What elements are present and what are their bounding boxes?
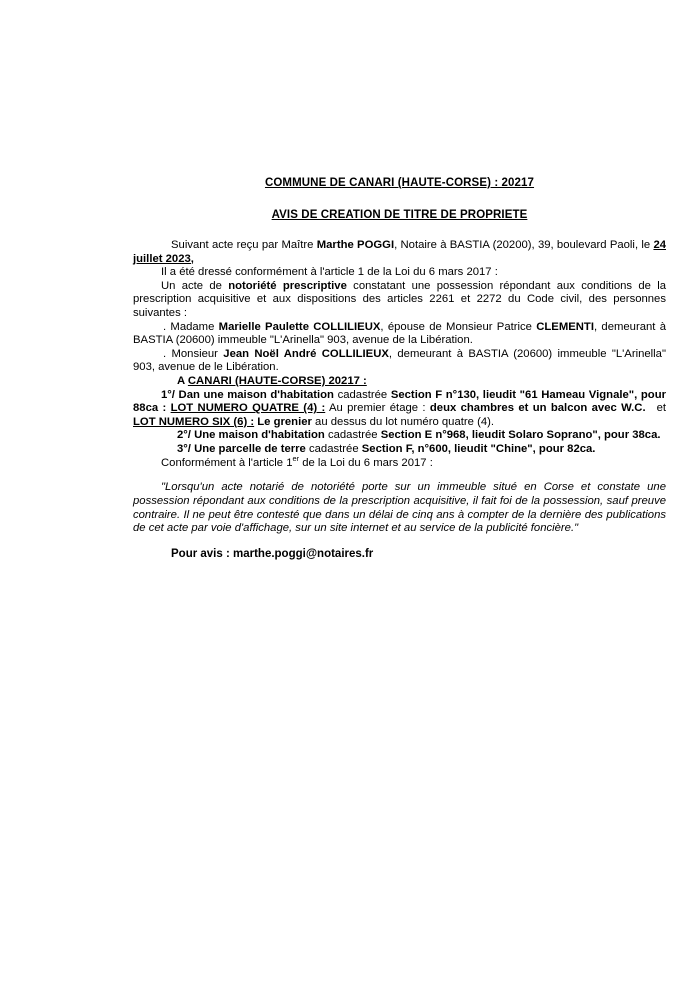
property-2-seg-a: cadastrée xyxy=(324,429,381,442)
location-heading xyxy=(133,375,666,389)
person-1-middle: , épouse de Monsieur Patrice xyxy=(380,320,537,333)
document-title-avis-text: AVIS DE CREATION DE TITRE DE PROPRIETE xyxy=(271,209,528,221)
person-1-name: Marielle Paulette COLLILIEUX xyxy=(218,320,381,333)
conformity-prefix: Conformément à l'article 1 xyxy=(161,456,293,469)
conformity-suffix: de la Loi du 6 mars 2017 : xyxy=(299,456,433,469)
property-3-number: 3°/ Une parcelle de terre xyxy=(177,442,306,455)
property-1-detail-attic: Le grenier xyxy=(257,415,312,428)
property-1-cadastre: Section F n°130, lieudit "61 Hameau Vignale", pour 88ca : xyxy=(133,388,666,415)
property-1-detail-rooms: deux chambres et un balcon avec W.C. xyxy=(429,402,646,415)
property-3-cadastre: Section F, n°600, lieudit "Chine", pour 82ca. xyxy=(361,442,596,455)
property-1-seg-d: et xyxy=(656,402,667,415)
paragraph-notary-act xyxy=(133,239,666,266)
property-item-3 xyxy=(133,443,666,457)
document-title-avis xyxy=(133,208,666,223)
act-date: 24 juillet 2023, xyxy=(133,239,667,265)
property-1-seg-c: Au premier étage : xyxy=(325,402,430,415)
paragraph-conformity xyxy=(133,453,666,471)
property-1-lot-six: LOT NUMERO SIX (6) : xyxy=(133,415,255,428)
property-1-seg-f: au dessus du lot numéro quatre (4). xyxy=(311,415,495,428)
document-title-commune xyxy=(133,176,666,191)
document-title-commune-text: COMMUNE DE CANARI (HAUTE-CORSE) : 20217 xyxy=(264,177,535,189)
property-2-cadastre: Section E n°968, lieudit Solaro Soprano", pour 38ca. xyxy=(380,429,661,442)
person-entry-2 xyxy=(133,348,666,375)
conformity-superscript: er xyxy=(292,453,300,463)
signoff-line: Pour avis : marthe.poggi@notaires.fr xyxy=(171,548,374,561)
notary-address: , Notaire à BASTIA (20200), 39, boulevard Paoli, le xyxy=(394,239,654,251)
location-heading-prefix: A xyxy=(177,374,188,387)
person-2-address: , demeurant à BASTIA (20600) immeuble "L'Arinella" 903, avenue de le Libération. xyxy=(133,347,666,374)
notary-name: Marthe POGGI xyxy=(316,239,395,251)
person-1-spouse-name: CLEMENTI xyxy=(536,320,594,333)
property-1-number: 1°/ Dan une maison d'habitation xyxy=(161,388,334,401)
property-item-2 xyxy=(133,429,666,443)
notary-act-lead: Suivant acte reçu par Maître xyxy=(171,239,317,251)
person-1-address: , demeurant à BASTIA (20600) immeuble "L'Arinella" 903, avenue de la Libération. xyxy=(133,320,666,347)
notoriety-type: notoriété prescriptive xyxy=(228,279,347,292)
property-1-seg-a: cadastrée xyxy=(333,388,391,401)
notoriety-rest: constatant une possession répondant aux conditions de la prescription acquisitive et aux dispositions des articles 2261 et 2272 du Code civil, des personnes suivantes : xyxy=(133,279,666,319)
paragraph-notoriety-act xyxy=(133,280,666,321)
notoriety-lead: Un acte de xyxy=(161,279,229,292)
paragraph-law-reference: Il a été dressé conformément à l'article 1 de la Loi du 6 mars 2017 : xyxy=(161,266,498,279)
person-entry-1 xyxy=(133,321,666,348)
location-heading-text: CANARI (HAUTE-CORSE) 20217 : xyxy=(187,374,367,387)
legal-quotation: "Lorsqu'un acte notarié de notoriété porte sur un immeuble situé en Corse et constate une possession répondant aux conditions de la prescription acquisitive, il fait foi de la possession, sauf preuve contraire. Il ne peut être contesté que dans un délai de cinq ans à compter de la dernière des publications de cet acte par voie d'affichage, sur un site internet et au service de la publicité foncière." xyxy=(133,481,666,535)
property-1-lot-four: LOT NUMERO QUATRE (4) : xyxy=(170,402,326,415)
document-body xyxy=(133,176,666,561)
property-2-number: 2°/ Une maison d'habitation xyxy=(177,429,325,442)
property-3-seg-a: cadastrée xyxy=(305,442,362,455)
property-item-1 xyxy=(133,389,666,430)
person-2-prefix: . Monsieur xyxy=(163,347,224,360)
person-2-name: Jean Noël André COLLILIEUX xyxy=(223,347,389,360)
person-1-prefix: . Madame xyxy=(163,320,219,333)
